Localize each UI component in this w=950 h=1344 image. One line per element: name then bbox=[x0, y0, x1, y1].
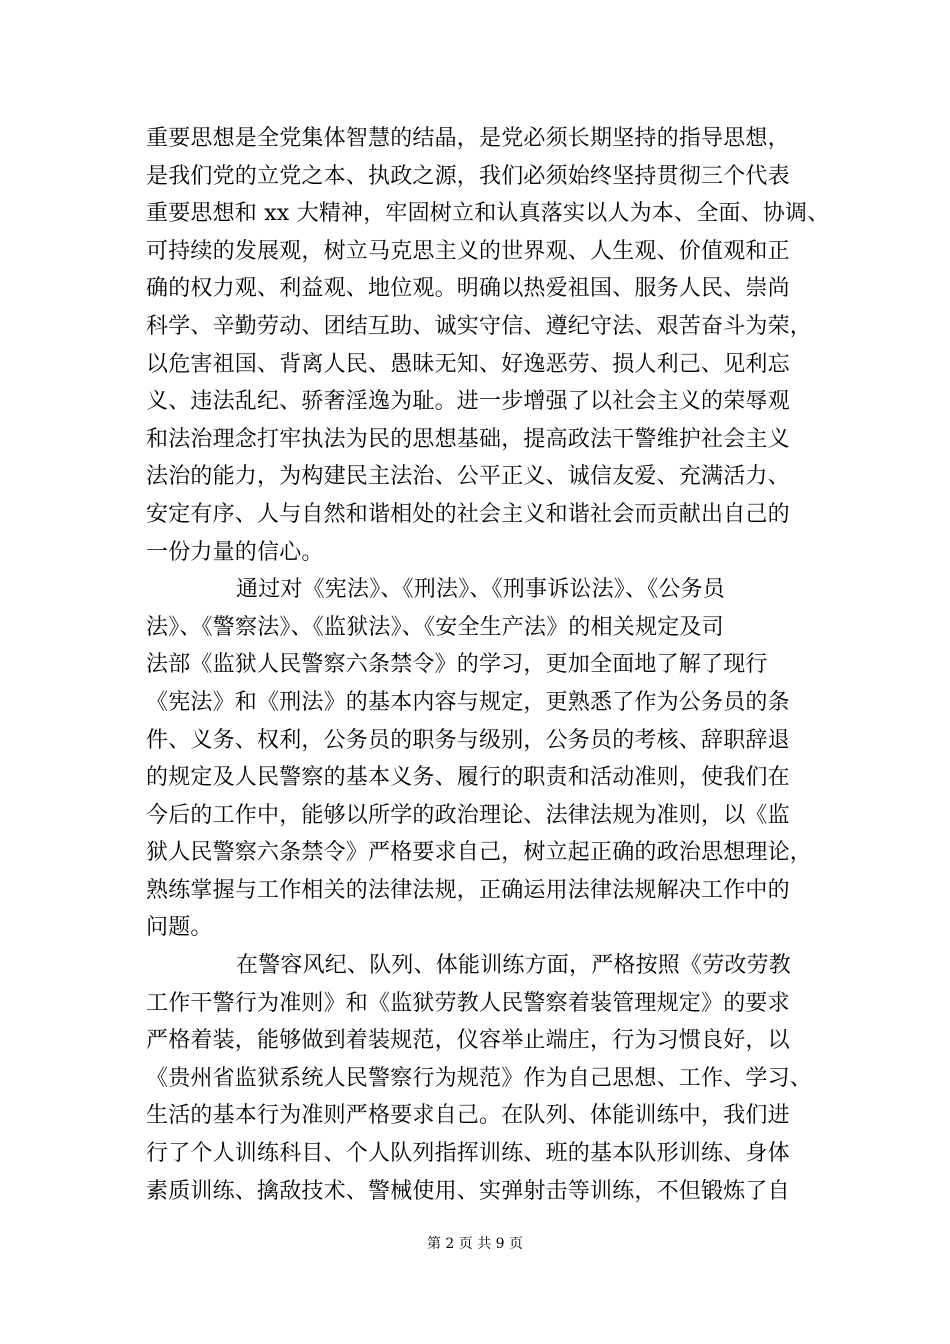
text-line: 重要思想是全党集体智慧的结晶，是党必须长期坚持的指导思想， bbox=[146, 126, 790, 151]
text-line: 和法治理念打牢执法为民的思想基础，提高政法干警维护社会主义 bbox=[146, 426, 790, 452]
text-line: 今后的工作中，能够以所学的政治理论、法律法规为准则，以《监 bbox=[146, 802, 790, 828]
text-line: 的规定及人民警察的基本义务、履行的职责和活动准则，使我们在 bbox=[146, 765, 790, 791]
text-line: 熟练掌握与工作相关的法律法规，正确运用法律法规解决工作中的 bbox=[146, 877, 790, 903]
text-line: 工作干警行为准则》和《监狱劳教人民警察着装管理规定》的要求 bbox=[146, 990, 790, 1016]
text-line: 法治的能力，为构建民主法治、公平正义、诚信友爱、充满活力、 bbox=[146, 464, 790, 490]
page-number-footer: 第 2 页 共 9 页 bbox=[426, 1236, 524, 1252]
paragraph-start-line: 通过对《宪法》、《刑法》、《刑事诉讼法》、《公务员 bbox=[236, 577, 726, 603]
text-line: 一份力量的信心。 bbox=[146, 539, 324, 565]
text-line: 义、违法乱纪、骄奢淫逸为耻。进一步增强了以社会主义的荣辱观 bbox=[146, 389, 790, 415]
text-line: 安定有序、人与自然和谐相处的社会主义和谐社会而贡献出自己的 bbox=[146, 501, 790, 527]
text-line: 法部《监狱人民警察六条禁令》的学习，更加全面地了解了现行 bbox=[146, 652, 768, 678]
text-line: 以危害祖国、背离人民、愚昧无知、好逸恶劳、损人利己、见利忘 bbox=[146, 351, 790, 377]
text-line: 可持续的发展观，树立马克思主义的世界观、人生观、价值观和正 bbox=[146, 238, 790, 264]
text-line: 素质训练、擒敌技术、警械使用、实弹射击等训练，不但锻炼了自 bbox=[146, 1178, 790, 1204]
text-line: 《宪法》和《刑法》的基本内容与规定，更熟悉了作为公务员的条 bbox=[146, 689, 790, 715]
text-line: 科学、辛勤劳动、团结互助、诚实守信、遵纪守法、艰苦奋斗为荣， bbox=[146, 313, 813, 339]
text-line: 是我们党的立党之本、执政之源，我们必须始终坚持贯彻三个代表 bbox=[146, 163, 790, 189]
text-line: 法》、《警察法》、《监狱法》、《安全生产法》的相关规定及司 bbox=[146, 614, 724, 640]
text-line: 重要思想和 xx 大精神，牢固树立和认真落实以人为本、全面、协调、 bbox=[146, 201, 830, 227]
text-line: 狱人民警察六条禁令》严格要求自己，树立起正确的政治思想理论， bbox=[146, 840, 813, 866]
text-line: 严格着装，能够做到着装规范，仪容举止端庄，行为习惯良好，以 bbox=[146, 1028, 790, 1054]
paragraph-start-line: 在警容风纪、队列、体能训练方面，严格按照《劳改劳教 bbox=[236, 953, 792, 979]
text-line: 生活的基本行为准则严格要求自己。在队列、体能训练中，我们进 bbox=[146, 1103, 790, 1129]
text-line: 《贵州省监狱系统人民警察行为规范》作为自己思想、工作、学习、 bbox=[146, 1065, 813, 1091]
text-line: 行了个人训练科目、个人队列指挥训练、班的基本队形训练、身体 bbox=[146, 1141, 790, 1167]
text-line: 件、义务、权利，公务员的职务与级别，公务员的考核、辞职辞退 bbox=[146, 727, 790, 753]
body-text bbox=[146, 120, 830, 1210]
text-line: 确的权力观、利益观、地位观。明确以热爱祖国、服务人民、崇尚 bbox=[146, 276, 790, 302]
text-line: 问题。 bbox=[146, 915, 213, 941]
